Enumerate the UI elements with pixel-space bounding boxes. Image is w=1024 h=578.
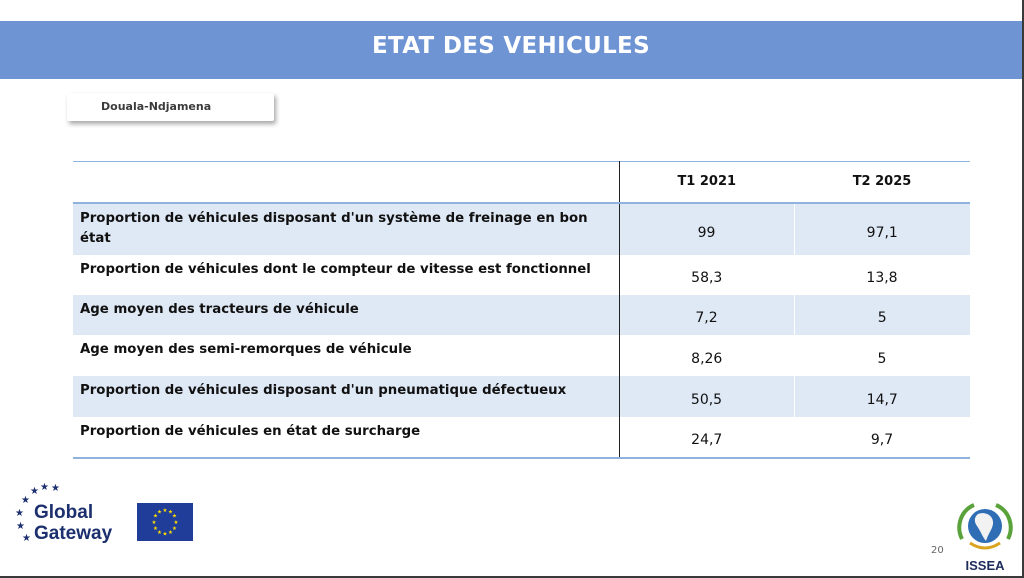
cemac-emblem-icon: [950, 499, 1020, 559]
slide-title: ETAT DES VEHICULES: [372, 33, 650, 59]
global-gateway-logo: [10, 483, 130, 549]
svg-text:★: ★: [168, 509, 173, 516]
cell-t2-2025: 14,7: [794, 376, 970, 417]
svg-text:★: ★: [157, 530, 162, 536]
svg-text:★: ★: [30, 486, 39, 497]
table-header-row: [73, 162, 970, 203]
header-cell-t1-2021: T1 2021: [619, 162, 794, 203]
cell-t2-2025: 13,8: [866, 270, 898, 286]
table-row: [73, 203, 970, 255]
cell-t2-2025: 5: [877, 350, 887, 367]
cell-t2-2025: 9,7: [794, 417, 970, 458]
cell-t1-2021: 50,5: [690, 391, 723, 408]
table-row: [73, 295, 970, 335]
table-row: [73, 255, 970, 295]
svg-text:★: ★: [151, 520, 157, 526]
svg-text:★: ★: [157, 509, 162, 516]
header-cell-t2-2025: T2 2025: [794, 162, 970, 203]
row-label: Proportion de véhicules en état de surcharge: [73, 417, 619, 458]
row-label: Proportion de véhicules disposant d'un système de freinage en bon état: [73, 203, 619, 255]
svg-text:★: ★: [22, 533, 31, 544]
route-tag: [67, 93, 274, 121]
cell-t1-2021: 7,2: [695, 310, 718, 326]
svg-text:★: ★: [15, 508, 24, 519]
svg-text:★: ★: [153, 526, 158, 532]
row-label: Proportion de véhicules dont le compteur de vitesse est fonctionnel: [73, 255, 619, 295]
cell-t1-2021: 8,26: [691, 350, 723, 367]
table-row: [73, 376, 970, 417]
svg-text:★: ★: [173, 520, 179, 526]
title-banner: [0, 21, 1022, 79]
svg-text:★: ★: [172, 526, 177, 532]
global-gateway-text: [34, 502, 112, 544]
svg-text:★: ★: [51, 483, 60, 494]
table-row: [73, 417, 970, 458]
cell-t2-2025: 5: [794, 295, 970, 335]
svg-text:★: ★: [168, 530, 173, 536]
cell-t2-2025: 97,1: [794, 203, 970, 255]
svg-text:★: ★: [162, 531, 168, 538]
global-gateway-line1: Global: [34, 502, 94, 523]
vehicle-state-table: [73, 161, 970, 459]
table-row: [73, 335, 970, 376]
row-label: Age moyen des tracteurs de véhicule: [73, 295, 619, 335]
cell-t1-2021: 58,3: [691, 270, 723, 286]
header-cell-label: [73, 162, 619, 203]
issea-logo: [950, 499, 1020, 575]
svg-text:★: ★: [40, 483, 49, 493]
row-label: Age moyen des semi-remorques de véhicule: [73, 335, 619, 376]
svg-text:★: ★: [21, 495, 30, 506]
cell-t1-2021: 99: [697, 224, 716, 241]
issea-text: ISSEA: [965, 558, 1005, 573]
svg-text:★: ★: [172, 513, 177, 520]
svg-text:★: ★: [162, 508, 168, 514]
global-gateway-line2: Gateway: [34, 523, 113, 544]
cell-t1-2021: 24,7: [619, 417, 794, 458]
svg-text:★: ★: [16, 521, 25, 532]
route-label: Douala-Ndjamena: [101, 100, 212, 113]
svg-text:★: ★: [153, 513, 158, 520]
eu-flag-icon: [137, 503, 193, 541]
row-label: Proportion de véhicules disposant d'un pneumatique défectueux: [73, 376, 619, 417]
page-number: 20: [931, 545, 944, 556]
